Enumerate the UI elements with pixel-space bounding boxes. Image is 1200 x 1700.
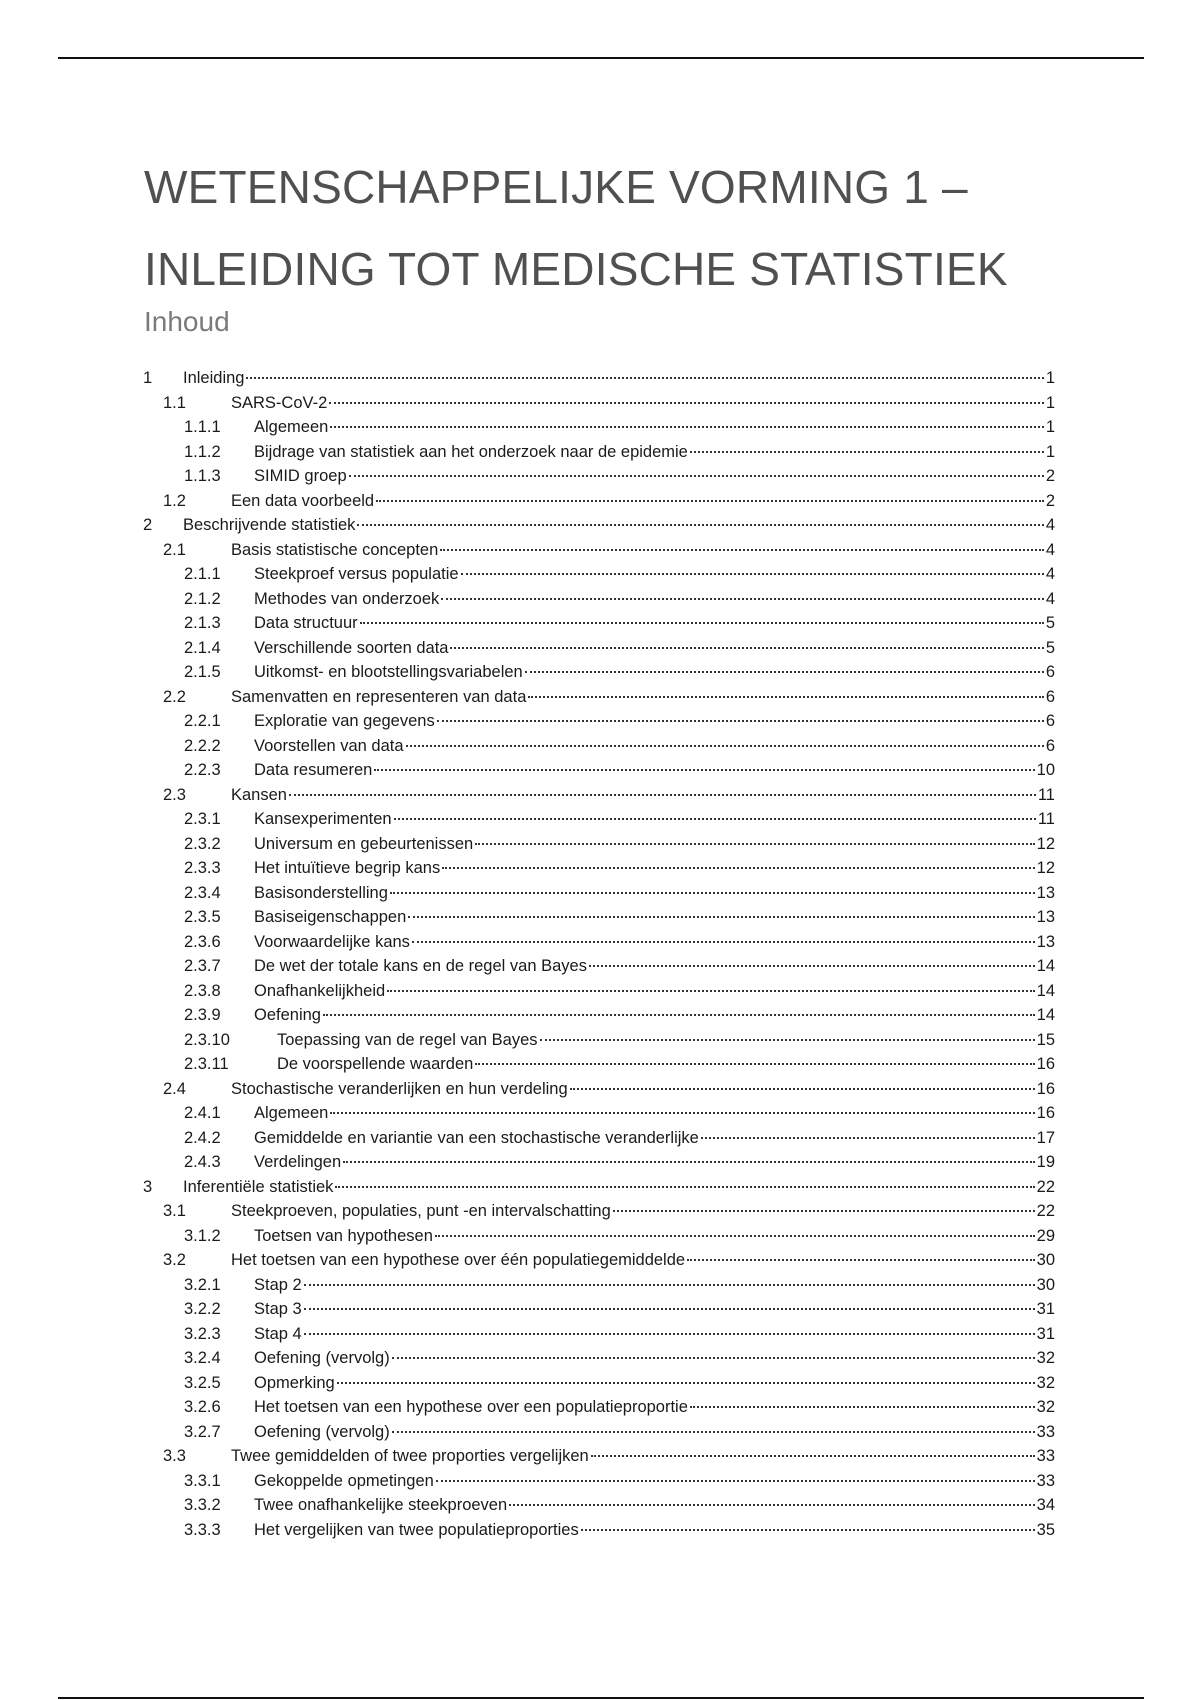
toc-dot-leader — [441, 596, 1044, 600]
toc-entry-page: 33 — [1036, 1471, 1055, 1490]
toc-entry[interactable] — [143, 636, 1055, 661]
toc-entry-title: Gemiddelde en variantie van een stochastische veranderlijke — [254, 1128, 699, 1147]
toc-entry-page: 1 — [1045, 418, 1055, 436]
toc-entry-page: 6 — [1045, 736, 1055, 755]
document-title — [144, 146, 1104, 310]
toc-entry-page: 4 — [1045, 540, 1055, 559]
toc-entry[interactable] — [143, 1150, 1055, 1175]
toc-entry-title: Samenvatten en representeren van data — [231, 687, 527, 706]
toc-entry-page: 30 — [1036, 1251, 1055, 1269]
toc-entry[interactable] — [143, 464, 1055, 489]
toc-dot-leader — [406, 743, 1044, 747]
toc-entry[interactable] — [143, 1101, 1055, 1126]
toc-entry-title: Stap 3 — [254, 1300, 302, 1318]
toc-dot-leader — [330, 1110, 1034, 1114]
toc-entry-title: Data structuur — [254, 614, 358, 632]
toc-entry[interactable] — [143, 660, 1055, 685]
toc-entry-number: 2.2.1 — [184, 712, 221, 730]
toc-entry-number: 1.1.1 — [184, 418, 221, 436]
toc-entry-page: 35 — [1036, 1520, 1055, 1539]
toc-entry[interactable] — [143, 881, 1055, 906]
toc-entry-title: Verschillende soorten data — [254, 638, 449, 657]
toc-entry[interactable] — [143, 1199, 1055, 1224]
toc-entry-title: Twee onafhankelijke steekproeven — [254, 1496, 508, 1514]
toc-entry-number: 3.2.6 — [184, 1398, 221, 1416]
toc-entry-title: Het toetsen van een hypothese over een populatieproportie — [254, 1398, 688, 1416]
toc-entry-title: Algemeen — [254, 1104, 329, 1122]
toc-entry[interactable] — [143, 832, 1055, 857]
toc-entry-title: Inleiding — [183, 369, 245, 387]
toc-entry-number: 2.1.4 — [184, 638, 221, 657]
toc-entry[interactable] — [143, 1420, 1055, 1445]
toc-entry-number: 2.3.1 — [184, 810, 221, 828]
toc-entry-page: 32 — [1036, 1349, 1055, 1367]
toc-entry[interactable] — [143, 1248, 1055, 1273]
toc-entry[interactable] — [143, 366, 1055, 391]
toc-entry-number: 2.3.4 — [184, 883, 221, 902]
toc-entry[interactable] — [143, 1126, 1055, 1151]
toc-dot-leader — [329, 400, 1044, 404]
toc-entry-number: 3.1 — [163, 1202, 186, 1220]
toc-dot-leader — [528, 694, 1043, 698]
toc-entry-number: 3.3 — [163, 1447, 186, 1465]
toc-entry-title: Basisonderstelling — [254, 883, 388, 902]
toc-entry-number: 2.2.3 — [184, 761, 221, 779]
toc-entry[interactable] — [143, 856, 1055, 881]
toc-entry-number: 2.1.3 — [184, 614, 221, 632]
toc-dot-leader — [376, 498, 1044, 502]
toc-entry-title: Voorstellen van data — [254, 736, 404, 755]
toc-entry[interactable] — [143, 1518, 1055, 1543]
toc-entry-title: Gekoppelde opmetingen — [254, 1471, 434, 1490]
toc-entry[interactable] — [143, 734, 1055, 759]
toc-entry[interactable] — [143, 1224, 1055, 1249]
toc-entry-title: Toepassing van de regel van Bayes — [277, 1030, 538, 1049]
toc-entry[interactable] — [143, 538, 1055, 563]
toc-entry-title: Toetsen van hypothesen — [254, 1226, 433, 1245]
toc-entry[interactable] — [143, 685, 1055, 710]
toc-entry-title: Het vergelijken van twee populatieproporties — [254, 1520, 579, 1539]
toc-entry[interactable] — [143, 562, 1055, 587]
toc-entry-page: 17 — [1036, 1128, 1055, 1147]
toc-entry-page: 14 — [1036, 957, 1055, 975]
toc-dot-leader — [390, 890, 1035, 894]
toc-entry-page: 5 — [1045, 614, 1055, 632]
toc-entry[interactable] — [143, 1444, 1055, 1469]
toc-entry-title: Verdelingen — [254, 1153, 342, 1171]
toc-entry-page: 1 — [1045, 442, 1055, 461]
toc-dot-leader — [591, 1453, 1035, 1457]
toc-dot-leader — [360, 620, 1044, 624]
toc-entry[interactable] — [143, 807, 1055, 832]
toc-entry[interactable] — [143, 1003, 1055, 1028]
toc-dot-leader — [304, 1282, 1035, 1286]
toc-entry-title: Methodes van onderzoek — [254, 589, 440, 608]
toc-entry-number: 3.2.1 — [184, 1275, 221, 1294]
toc-dot-leader — [304, 1306, 1035, 1310]
toc-entry-title: De wet der totale kans en de regel van Bayes — [254, 957, 587, 975]
toc-entry-number: 3.3.2 — [184, 1496, 221, 1514]
toc-dot-leader — [337, 1380, 1035, 1384]
toc-entry-page: 33 — [1036, 1447, 1055, 1465]
toc-entry-title: Data resumeren — [254, 761, 373, 779]
toc-entry-title: Beschrijvende statistiek — [183, 516, 356, 534]
toc-entry-title: Opmerking — [254, 1373, 335, 1392]
toc-dot-leader — [581, 1527, 1035, 1531]
toc-entry-number: 2.3.6 — [184, 932, 221, 951]
toc-entry-number: 2.2 — [163, 687, 186, 706]
toc-entry-title: Oefening — [254, 1006, 321, 1024]
toc-dot-leader — [246, 375, 1043, 379]
toc-entry-page: 32 — [1036, 1398, 1055, 1416]
toc-dot-leader — [475, 841, 1034, 845]
toc-entry-page: 4 — [1045, 589, 1055, 608]
toc-entry-title: Twee gemiddelden of twee proporties vergelijken — [231, 1447, 589, 1465]
toc-dot-leader — [335, 1184, 1034, 1188]
toc-entry-title: Basiseigenschappen — [254, 908, 407, 926]
toc-dot-leader — [440, 547, 1044, 551]
toc-heading: Inhoud — [144, 306, 230, 337]
toc-entry[interactable] — [143, 783, 1055, 808]
toc-entry-title: Het intuïtieve begrip kans — [254, 859, 441, 877]
toc-entry[interactable] — [143, 1493, 1055, 1518]
toc-dot-leader — [690, 1404, 1035, 1408]
toc-entry-number: 1.1.3 — [184, 467, 221, 485]
toc-entry-title: Onafhankelijkheid — [254, 981, 386, 1000]
toc-entry-number: 3 — [143, 1177, 153, 1196]
toc-entry-number: 3.2.7 — [184, 1422, 221, 1441]
toc-entry-page: 6 — [1045, 663, 1055, 681]
toc-entry-page: 4 — [1045, 516, 1055, 534]
document-title-line-1: WETENSCHAPPELIJKE VORMING 1 – — [144, 161, 968, 213]
toc-entry-title: SARS-CoV-2 — [231, 393, 328, 412]
toc-entry-page: 14 — [1036, 1006, 1055, 1024]
toc-entry[interactable] — [143, 513, 1055, 538]
toc-entry[interactable] — [143, 1469, 1055, 1494]
toc-entry[interactable] — [143, 587, 1055, 612]
table-of-contents — [143, 366, 1055, 1542]
toc-entry-number: 2.3.10 — [184, 1030, 230, 1049]
toc-entry[interactable] — [143, 1346, 1055, 1371]
footer-rule — [58, 1697, 1144, 1699]
toc-entry-page: 1 — [1045, 369, 1055, 387]
toc-entry-title: Basis statistische concepten — [231, 540, 439, 559]
toc-entry-page: 22 — [1036, 1177, 1055, 1196]
toc-entry[interactable] — [143, 758, 1055, 783]
toc-entry[interactable] — [143, 1322, 1055, 1347]
toc-entry-title: Het toetsen van een hypothese over één populatiegemiddelde — [231, 1251, 686, 1269]
toc-entry-title: Stap 2 — [254, 1275, 302, 1294]
toc-entry-number: 1.2 — [163, 491, 186, 510]
toc-entry[interactable] — [143, 489, 1055, 514]
toc-dot-leader — [570, 1086, 1035, 1090]
toc-dot-leader — [394, 816, 1036, 820]
toc-entry-number: 2.3.3 — [184, 859, 221, 877]
toc-entry-number: 3.1.2 — [184, 1226, 221, 1245]
toc-entry-page: 14 — [1036, 981, 1055, 1000]
toc-entry-title: De voorspellende waarden — [277, 1055, 474, 1073]
toc-dot-leader — [450, 645, 1043, 649]
toc-entry-title: Voorwaardelijke kans — [254, 932, 410, 951]
header-rule — [58, 57, 1144, 59]
toc-dot-leader — [525, 669, 1044, 673]
toc-dot-leader — [349, 473, 1044, 477]
toc-entry-title: Inferentiële statistiek — [183, 1177, 334, 1196]
toc-entry-page: 19 — [1036, 1153, 1055, 1171]
toc-entry-number: 1 — [143, 369, 153, 387]
toc-entry-number: 3.2.3 — [184, 1324, 221, 1343]
toc-entry-page: 1 — [1045, 393, 1055, 412]
toc-dot-leader — [509, 1502, 1034, 1506]
toc-entry-title: Universum en gebeurtenissen — [254, 834, 474, 853]
toc-entry-number: 2.3.2 — [184, 834, 221, 853]
toc-entry-page: 5 — [1045, 638, 1055, 657]
toc-entry-page: 13 — [1036, 932, 1055, 951]
toc-entry-number: 2.3.11 — [184, 1055, 229, 1073]
toc-dot-leader — [442, 865, 1034, 869]
toc-entry-number: 2.3.8 — [184, 981, 221, 1000]
toc-entry[interactable] — [143, 930, 1055, 955]
toc-entry-title: Kansexperimenten — [254, 810, 392, 828]
toc-entry-page: 16 — [1036, 1104, 1055, 1122]
toc-entry-number: 2.1 — [163, 540, 186, 559]
toc-entry-number: 1.1.2 — [184, 442, 221, 461]
toc-entry-page: 4 — [1045, 565, 1055, 583]
toc-entry-number: 2.1.2 — [184, 589, 221, 608]
toc-dot-leader — [374, 767, 1034, 771]
toc-dot-leader — [289, 792, 1036, 796]
toc-entry-page: 30 — [1036, 1275, 1055, 1294]
toc-entry-title: Algemeen — [254, 418, 329, 436]
toc-entry-page: 16 — [1036, 1079, 1055, 1098]
toc-entry-number: 2.4.2 — [184, 1128, 221, 1147]
toc-entry-title: Oefening (vervolg) — [254, 1422, 390, 1441]
toc-dot-leader — [461, 571, 1044, 575]
toc-dot-leader — [357, 522, 1043, 526]
toc-entry-page: 11 — [1037, 810, 1055, 828]
toc-entry-page: 12 — [1036, 859, 1055, 877]
toc-entry-number: 1.1 — [163, 393, 186, 412]
toc-entry[interactable] — [143, 1175, 1055, 1200]
toc-dot-leader — [687, 1257, 1035, 1261]
toc-dot-leader — [343, 1159, 1034, 1163]
toc-entry-page: 11 — [1037, 785, 1055, 804]
document-title-line-2: INLEIDING TOT MEDISCHE STATISTIEK — [144, 243, 1008, 295]
toc-entry-page: 33 — [1036, 1422, 1055, 1441]
toc-dot-leader — [436, 1478, 1035, 1482]
toc-dot-leader — [435, 1233, 1035, 1237]
toc-entry-title: SIMID groep — [254, 467, 347, 485]
toc-entry-title: Steekproeven, populaties, punt -en intervalschatting — [231, 1202, 611, 1220]
toc-entry-page: 13 — [1036, 908, 1055, 926]
toc-entry-number: 2.3.9 — [184, 1006, 221, 1024]
toc-entry-title: Stap 4 — [254, 1324, 302, 1343]
toc-dot-leader — [475, 1061, 1034, 1065]
toc-entry[interactable] — [143, 1273, 1055, 1298]
toc-entry-number: 2.1.5 — [184, 663, 221, 681]
toc-entry-number: 3.3.3 — [184, 1520, 221, 1539]
toc-dot-leader — [690, 449, 1044, 453]
toc-dot-leader — [408, 914, 1034, 918]
toc-entry-page: 6 — [1045, 687, 1055, 706]
toc-entry-page: 2 — [1045, 467, 1055, 485]
toc-entry-number: 2.3 — [163, 785, 186, 804]
toc-entry-page: 34 — [1036, 1496, 1055, 1514]
toc-entry-number: 3.3.1 — [184, 1471, 221, 1490]
toc-entry-number: 2 — [143, 516, 153, 534]
toc-entry-page: 13 — [1036, 883, 1055, 902]
toc-entry[interactable] — [143, 1077, 1055, 1102]
toc-dot-leader — [323, 1012, 1035, 1016]
toc-entry[interactable] — [143, 1028, 1055, 1053]
toc-entry-number: 3.2.4 — [184, 1349, 221, 1367]
toc-entry-title: Uitkomst- en blootstellingsvariabelen — [254, 663, 523, 681]
toc-entry-page: 6 — [1045, 712, 1055, 730]
toc-entry-page: 2 — [1045, 491, 1055, 510]
toc-entry-page: 12 — [1036, 834, 1055, 853]
toc-entry-number: 2.4.3 — [184, 1153, 221, 1171]
toc-dot-leader — [437, 718, 1044, 722]
toc-entry-number: 2.4.1 — [184, 1104, 221, 1122]
toc-entry-number: 2.3.5 — [184, 908, 221, 926]
toc-entry-title: Steekproef versus populatie — [254, 565, 459, 583]
toc-entry[interactable] — [143, 905, 1055, 930]
toc-entry[interactable] — [143, 391, 1055, 416]
toc-entry[interactable] — [143, 1371, 1055, 1396]
toc-dot-leader — [701, 1135, 1035, 1139]
toc-entry[interactable] — [143, 979, 1055, 1004]
toc-dot-leader — [392, 1429, 1035, 1433]
toc-entry-number: 3.2.5 — [184, 1373, 221, 1392]
toc-dot-leader — [392, 1355, 1035, 1359]
toc-entry-page: 31 — [1036, 1300, 1055, 1318]
toc-entry[interactable] — [143, 611, 1055, 636]
toc-entry[interactable] — [143, 415, 1055, 440]
toc-entry-number: 2.2.2 — [184, 736, 221, 755]
toc-dot-leader — [540, 1037, 1035, 1041]
toc-entry[interactable] — [143, 954, 1055, 979]
toc-entry[interactable] — [143, 1297, 1055, 1322]
toc-entry[interactable] — [143, 709, 1055, 734]
toc-dot-leader — [304, 1331, 1035, 1335]
toc-entry-number: 2.3.7 — [184, 957, 221, 975]
toc-entry-page: 15 — [1036, 1030, 1055, 1049]
toc-dot-leader — [613, 1208, 1035, 1212]
toc-entry-page: 16 — [1036, 1055, 1055, 1073]
toc-entry-page: 10 — [1036, 761, 1055, 779]
toc-entry-page: 32 — [1036, 1373, 1055, 1392]
toc-entry-title: Oefening (vervolg) — [254, 1349, 390, 1367]
toc-entry-page: 31 — [1036, 1324, 1055, 1343]
toc-entry-title: Kansen — [231, 785, 287, 804]
toc-dot-leader — [412, 939, 1035, 943]
toc-entry-title: Een data voorbeeld — [231, 491, 375, 510]
toc-entry-number: 3.2.2 — [184, 1300, 221, 1318]
toc-entry[interactable] — [143, 440, 1055, 465]
toc-entry-title: Stochastische veranderlijken en hun verdeling — [231, 1079, 568, 1098]
toc-entry[interactable] — [143, 1052, 1055, 1077]
toc-dot-leader — [589, 963, 1035, 967]
toc-dot-leader — [387, 988, 1034, 992]
toc-entry-number: 3.2 — [163, 1251, 186, 1269]
toc-entry-title: Exploratie van gegevens — [254, 712, 435, 730]
toc-entry[interactable] — [143, 1395, 1055, 1420]
toc-entry-page: 29 — [1036, 1226, 1055, 1245]
toc-entry-title: Bijdrage van statistiek aan het onderzoek naar de epidemie — [254, 442, 688, 461]
toc-entry-page: 22 — [1036, 1202, 1055, 1220]
toc-entry-number: 2.1.1 — [184, 565, 221, 583]
toc-dot-leader — [330, 424, 1044, 428]
toc-entry-number: 2.4 — [163, 1079, 186, 1098]
